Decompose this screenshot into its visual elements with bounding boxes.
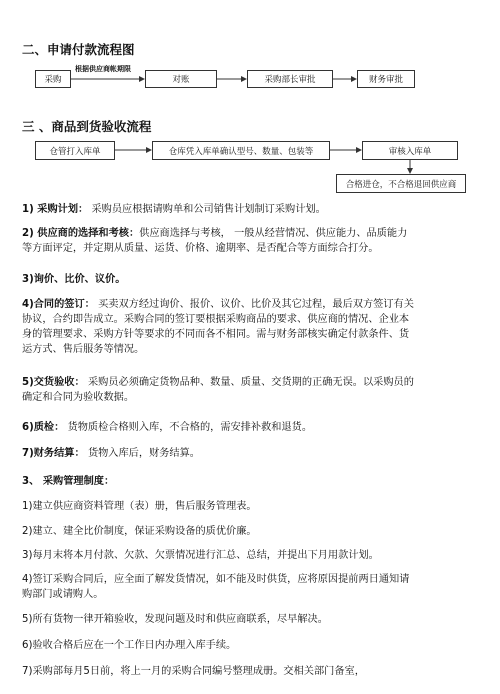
item-6-body: 货物质检合格则入库，不合格的，需安排补救和退货。 <box>67 422 313 433</box>
flow-box-qualified-or-return-label: 合格进仓，不合格退回供应商 <box>345 179 457 190</box>
item-2 <box>22 226 482 256</box>
item-1-head: 1) 采购计划： <box>22 204 89 215</box>
section-title-receiving-flow: 三 、商品到货验收流程 <box>22 119 152 134</box>
section-title-management-text: 3、 采购管理制度： <box>22 476 115 487</box>
item-2-head: 2) 供应商的选择和考核： <box>22 228 140 239</box>
item-4 <box>22 297 482 357</box>
flow-label-supplier-term: 根据供应商帐期限 <box>75 65 131 73</box>
rule-3: 3)每月末将本月付款、欠款、欠票情况进行汇总、总结，并提出下月用款计划。 <box>22 550 379 561</box>
item-5-line-2: 确定和合同为验收数据。 <box>22 392 135 403</box>
item-4-line-3: 身的管理要求、采购方针等要求的不同而各不相同。需与财务部核实确定付款条件、货 <box>22 329 410 340</box>
rule-1: 1)建立供应商资料管理（表）册，售后服务管理表。 <box>22 501 257 512</box>
section-title-payment-flow: 二、申请付款流程图 <box>22 42 135 57</box>
item-4-line-1-text: 买卖双方经过询价、报价、议价、比价及其它过程，最后双方签订有关 <box>98 299 414 310</box>
item-1-body: 采购员应根据请购单和公司销售计划制订采购计划。 <box>91 204 326 215</box>
item-3-head: 3)询价、比价、议价。 <box>22 274 126 285</box>
item-2-line-1 <box>22 226 482 241</box>
rule-5: 5)所有货物一律开箱验收，发现问题及时和供应商联系，尽早解决。 <box>22 614 328 625</box>
flow-box-review-entry-label: 审核入库单 <box>388 146 432 157</box>
flow-box-reconcile-label: 对账 <box>172 75 190 85</box>
item-7-head: 7)财务结算： <box>22 448 85 459</box>
rule-4-line-2: 购部门或请购人。 <box>22 589 104 600</box>
rule-4-line-1: 4)签订采购合同后，应全面了解发货情况，如不能及时供货，应将原因提前两日通知请 <box>22 574 410 585</box>
flow-box-dept-head-approval-label: 采购部长审批 <box>264 75 316 85</box>
flow-arrows <box>0 0 500 200</box>
item-3 <box>22 270 125 285</box>
item-1 <box>22 200 326 215</box>
item-4-line-2: 协议，合约即告成立。采购合同的签订要根据采购商品的要求、供应商的情况、企业本 <box>22 314 410 325</box>
item-4-line-1 <box>22 297 482 312</box>
item-4-line-4: 运方式、售后服务等情况。 <box>22 344 145 355</box>
rule-7: 7)采购部每月5日前，将上一月的采购合同编号整理成册。交相关部门备室， <box>22 666 365 677</box>
rule-4 <box>22 572 482 602</box>
rule-6: 6)验收合格后应在一个工作日内办理入库手续。 <box>22 640 237 651</box>
item-4-head: 4)合同的签订： <box>22 299 95 310</box>
item-6-head: 6)质检： <box>22 422 65 433</box>
flow-box-confirm-model-label: 仓库凭入库单确认型号、数量、包装等 <box>168 146 314 157</box>
item-5-head: 5)交货验收： <box>22 377 85 388</box>
rule-2: 2)建立、建全比价制度，保证采购设备的质优价廉。 <box>22 526 257 537</box>
flow-box-warehouse-entry-label: 仓管打入库单 <box>49 146 101 157</box>
item-6 <box>22 418 312 433</box>
item-2-line-1-text: 供应商选择与考核， 一般从经营情况、供应能力、品质能力 <box>139 228 408 239</box>
flow-box-purchase-label: 采购 <box>44 75 62 85</box>
item-2-line-2: 等方面评定，并定期从质量、运货、价格、逾期率、是否配合等方面综合打分。 <box>22 243 379 254</box>
item-7 <box>22 444 200 459</box>
item-5 <box>22 375 482 405</box>
item-5-line-1 <box>22 375 482 390</box>
item-7-body: 货物入库后，财务结算。 <box>87 448 200 459</box>
section-title-management <box>22 472 114 487</box>
item-5-line-1-text: 采购员必须确定货物品种、数量、质量、交货期的正确无误。以采购员的 <box>87 377 414 388</box>
flow-box-finance-approval-label: 财务审批 <box>368 75 403 85</box>
